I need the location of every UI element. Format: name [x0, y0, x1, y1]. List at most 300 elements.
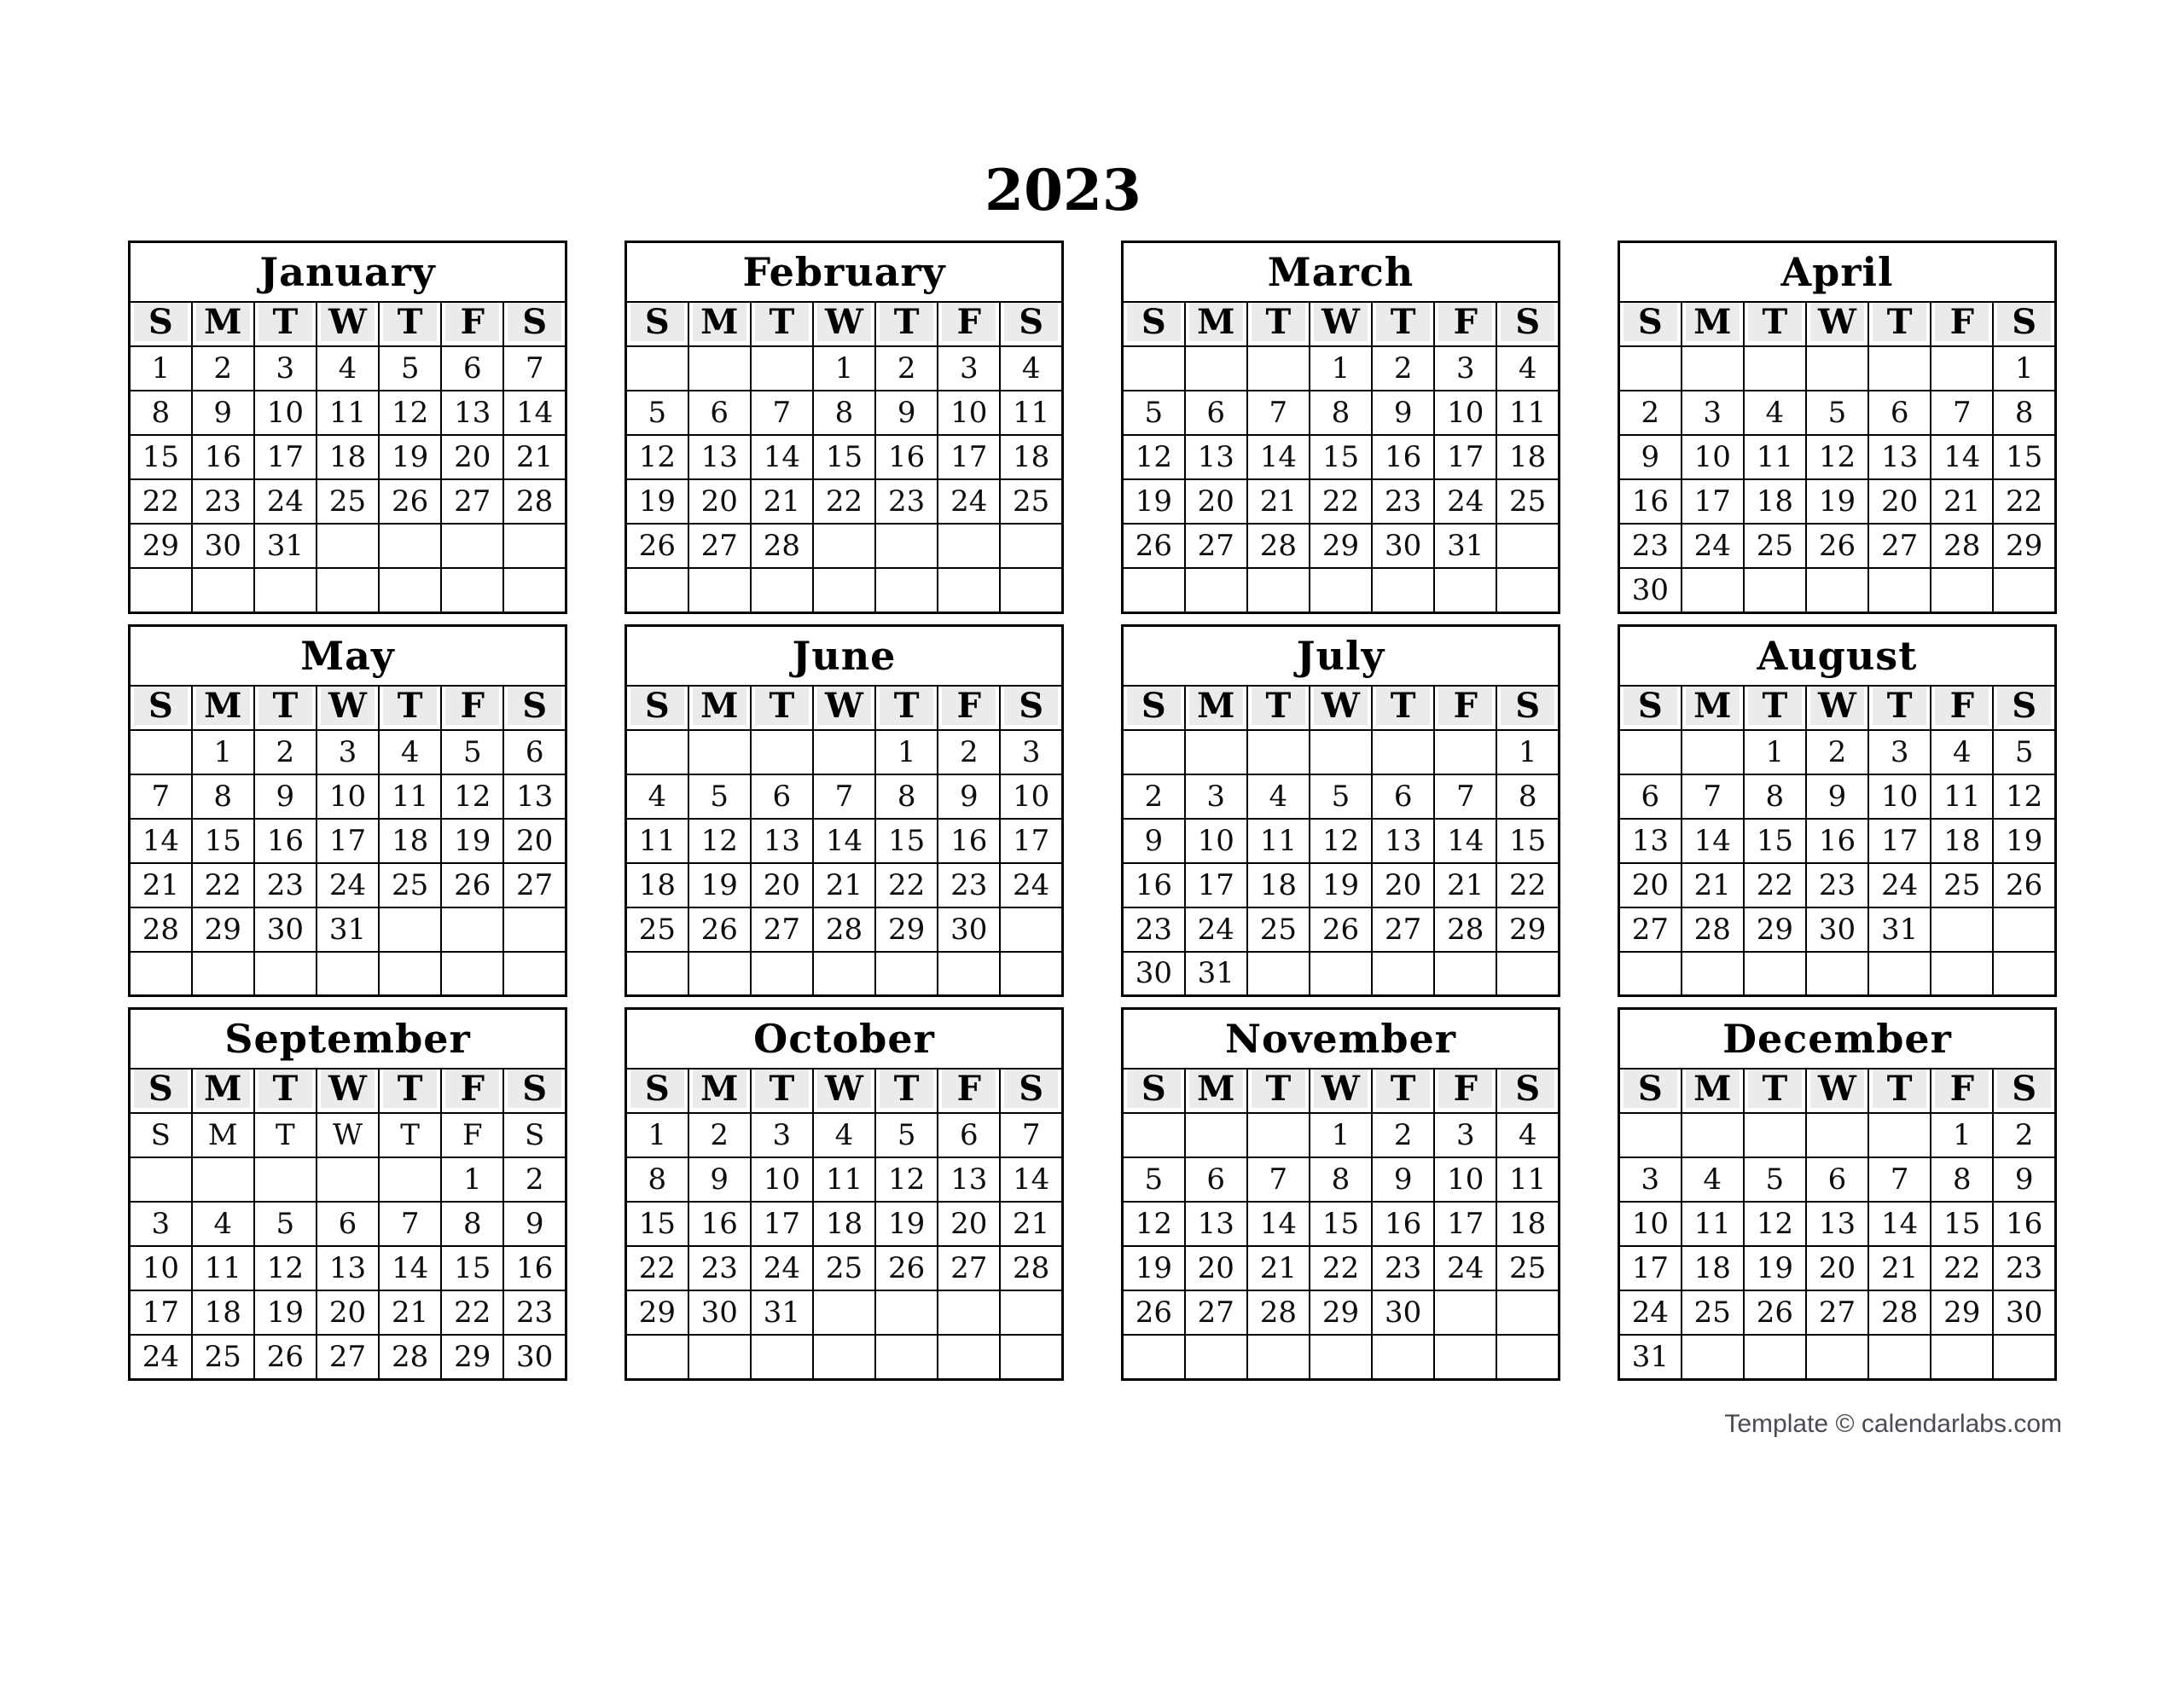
- day-cell-january-15: 15: [130, 435, 192, 479]
- day-cell-april-12: 12: [1806, 435, 1868, 479]
- week-row: [1619, 568, 2056, 612]
- day-cell-july-4: 4: [1247, 774, 1310, 819]
- empty-day-cell: [875, 1290, 938, 1335]
- weekday-label: M: [693, 687, 746, 725]
- weekday-header-cell: [441, 1069, 503, 1113]
- empty-day-cell: [1744, 1113, 1806, 1157]
- day-cell-july-22: 22: [1496, 863, 1559, 907]
- day-cell-june-23: 23: [938, 863, 1000, 907]
- day-cell-february-10: 10: [938, 391, 1000, 435]
- weekday-header-cell: [1434, 686, 1496, 730]
- day-cell-may-23: 23: [254, 863, 317, 907]
- day-cell-june-21: 21: [813, 863, 875, 907]
- day-cell-october-7: 7: [1000, 1113, 1062, 1157]
- day-cell-july-31: 31: [1185, 952, 1247, 996]
- day-cell-april-20: 20: [1868, 479, 1931, 524]
- day-cell-december-18: 18: [1682, 1246, 1744, 1290]
- day-cell-september-23: 23: [503, 1290, 566, 1335]
- day-cell-january-1: 1: [130, 346, 192, 391]
- empty-day-cell: [1682, 568, 1744, 612]
- day-cell-may-15: 15: [192, 819, 254, 863]
- week-row: [1123, 774, 1560, 819]
- weekday-label: M: [1686, 303, 1740, 341]
- empty-day-cell: [130, 1157, 192, 1202]
- weekday-label: T: [755, 687, 809, 725]
- weekday-label: M: [1189, 303, 1243, 341]
- day-cell-july-20: 20: [1372, 863, 1434, 907]
- empty-day-cell: [1806, 952, 1868, 996]
- day-cell-december-17: 17: [1619, 1246, 1682, 1290]
- weekday-header-cell: [1247, 1069, 1310, 1113]
- empty-day-cell: [1868, 568, 1931, 612]
- day-cell-march-22: 22: [1310, 479, 1372, 524]
- day-cell-september-28: 28: [379, 1335, 441, 1379]
- weekday-label: T: [880, 1070, 933, 1108]
- month-title-row: [130, 625, 566, 686]
- day-cell-june-25: 25: [626, 907, 688, 952]
- day-cell-july-19: 19: [1310, 863, 1372, 907]
- day-cell-december-1: 1: [1931, 1113, 1993, 1157]
- day-cell-november-19: 19: [1123, 1246, 1185, 1290]
- empty-day-cell: [1247, 952, 1310, 996]
- day-cell-october-9: 9: [688, 1157, 751, 1202]
- weekday-label: S: [1501, 303, 1554, 341]
- weekday-echo-cell: T: [254, 1113, 317, 1157]
- empty-day-cell: [626, 568, 688, 612]
- week-row: [130, 819, 566, 863]
- weekday-label: T: [1252, 303, 1305, 341]
- empty-day-cell: [875, 952, 938, 996]
- day-cell-september-12: 12: [254, 1246, 317, 1290]
- day-cell-september-8: 8: [441, 1202, 503, 1246]
- day-cell-september-20: 20: [317, 1290, 379, 1335]
- day-cell-february-14: 14: [751, 435, 813, 479]
- day-cell-october-10: 10: [751, 1157, 813, 1202]
- day-cell-july-14: 14: [1434, 819, 1496, 863]
- day-cell-july-10: 10: [1185, 819, 1247, 863]
- day-cell-may-11: 11: [379, 774, 441, 819]
- day-cell-february-28: 28: [751, 524, 813, 568]
- month-title-row: [1619, 1009, 2056, 1070]
- day-cell-april-23: 23: [1619, 524, 1682, 568]
- day-cell-july-3: 3: [1185, 774, 1247, 819]
- week-row: [130, 1202, 566, 1246]
- day-cell-january-23: 23: [192, 479, 254, 524]
- empty-day-cell: [813, 730, 875, 774]
- day-cell-march-25: 25: [1496, 479, 1559, 524]
- weekday-label: M: [1189, 1070, 1243, 1108]
- day-cell-april-26: 26: [1806, 524, 1868, 568]
- day-cell-august-10: 10: [1868, 774, 1931, 819]
- month-calendar-february: [624, 241, 1064, 614]
- day-cell-april-11: 11: [1744, 435, 1806, 479]
- day-cell-may-13: 13: [503, 774, 566, 819]
- empty-day-cell: [1993, 907, 2055, 952]
- weekday-header-cell: [813, 686, 875, 730]
- weekday-label: W: [321, 303, 375, 341]
- weekday-label: F: [445, 303, 499, 341]
- day-cell-december-10: 10: [1619, 1202, 1682, 1246]
- weekday-label: S: [134, 303, 188, 341]
- day-cell-june-2: 2: [938, 730, 1000, 774]
- empty-day-cell: [1247, 346, 1310, 391]
- day-cell-february-17: 17: [938, 435, 1000, 479]
- day-cell-january-13: 13: [441, 391, 503, 435]
- day-cell-may-7: 7: [130, 774, 192, 819]
- weekday-header-cell: [441, 302, 503, 346]
- weekday-label: F: [1935, 303, 1989, 341]
- day-cell-july-18: 18: [1247, 863, 1310, 907]
- day-cell-june-10: 10: [1000, 774, 1062, 819]
- day-cell-february-4: 4: [1000, 346, 1062, 391]
- day-cell-september-5: 5: [254, 1202, 317, 1246]
- empty-day-cell: [192, 1157, 254, 1202]
- day-cell-january-18: 18: [317, 435, 379, 479]
- empty-day-cell: [441, 524, 503, 568]
- month-title-march: March: [1123, 242, 1560, 303]
- day-cell-november-26: 26: [1123, 1290, 1185, 1335]
- day-cell-march-19: 19: [1123, 479, 1185, 524]
- week-row: [1123, 568, 1560, 612]
- day-cell-april-18: 18: [1744, 479, 1806, 524]
- week-row: [626, 1113, 1063, 1157]
- empty-day-cell: [1434, 730, 1496, 774]
- empty-day-cell: [1496, 952, 1559, 996]
- day-cell-january-16: 16: [192, 435, 254, 479]
- day-cell-september-16: 16: [503, 1246, 566, 1290]
- empty-day-cell: [1372, 730, 1434, 774]
- weekday-header-cell: [1372, 1069, 1434, 1113]
- empty-day-cell: [1868, 952, 1931, 996]
- week-row: [626, 1335, 1063, 1379]
- day-cell-october-29: 29: [626, 1290, 688, 1335]
- day-cell-september-2: 2: [503, 1157, 566, 1202]
- empty-day-cell: [1123, 730, 1185, 774]
- weekday-header-cell: [192, 302, 254, 346]
- weekday-header-cell: [441, 686, 503, 730]
- day-cell-june-8: 8: [875, 774, 938, 819]
- week-row: [130, 1157, 566, 1202]
- weekday-header-cell: [1806, 1069, 1868, 1113]
- weekday-header-cell: [1682, 1069, 1744, 1113]
- weekday-header-cell: [751, 686, 813, 730]
- weekday-header-row: [130, 686, 566, 730]
- day-cell-january-12: 12: [379, 391, 441, 435]
- day-cell-august-8: 8: [1744, 774, 1806, 819]
- month-title-may: May: [130, 625, 566, 686]
- day-cell-march-26: 26: [1123, 524, 1185, 568]
- day-cell-april-19: 19: [1806, 479, 1868, 524]
- day-cell-january-8: 8: [130, 391, 192, 435]
- month-title-row: [1619, 242, 2056, 303]
- day-cell-february-2: 2: [875, 346, 938, 391]
- month-title-row: [626, 1009, 1063, 1070]
- week-row: [1619, 346, 2056, 391]
- week-row: [130, 568, 566, 612]
- day-cell-october-28: 28: [1000, 1246, 1062, 1290]
- weekday-echo-cell: S: [503, 1113, 566, 1157]
- day-cell-july-23: 23: [1123, 907, 1185, 952]
- day-cell-january-11: 11: [317, 391, 379, 435]
- weekday-label: S: [134, 1070, 188, 1108]
- empty-day-cell: [875, 568, 938, 612]
- weekday-header-cell: [626, 686, 688, 730]
- week-row: [130, 952, 566, 996]
- week-row: [626, 819, 1063, 863]
- day-cell-march-24: 24: [1434, 479, 1496, 524]
- day-cell-march-31: 31: [1434, 524, 1496, 568]
- day-cell-may-5: 5: [441, 730, 503, 774]
- weekday-label: S: [134, 687, 188, 725]
- weekday-header-row: [1619, 302, 2056, 346]
- day-cell-june-17: 17: [1000, 819, 1062, 863]
- empty-day-cell: [1496, 1335, 1559, 1379]
- day-cell-january-7: 7: [503, 346, 566, 391]
- day-cell-december-3: 3: [1619, 1157, 1682, 1202]
- week-row: [1619, 1113, 2056, 1157]
- weekday-header-cell: [1993, 302, 2055, 346]
- day-cell-august-28: 28: [1682, 907, 1744, 952]
- day-cell-august-24: 24: [1868, 863, 1931, 907]
- months-grid: [128, 241, 2184, 1381]
- day-cell-july-21: 21: [1434, 863, 1496, 907]
- empty-day-cell: [938, 568, 1000, 612]
- empty-day-cell: [688, 952, 751, 996]
- empty-day-cell: [1931, 907, 1993, 952]
- day-cell-august-21: 21: [1682, 863, 1744, 907]
- weekday-label: S: [1127, 1070, 1181, 1108]
- empty-day-cell: [1185, 568, 1247, 612]
- week-row: [626, 1157, 1063, 1202]
- weekday-header-cell: [1744, 1069, 1806, 1113]
- month-title-row: [626, 242, 1063, 303]
- week-row: [1619, 435, 2056, 479]
- week-row: [1619, 1290, 2056, 1335]
- day-cell-august-1: 1: [1744, 730, 1806, 774]
- day-cell-march-14: 14: [1247, 435, 1310, 479]
- day-cell-september-24: 24: [130, 1335, 192, 1379]
- weekday-header-cell: [1868, 686, 1931, 730]
- day-cell-december-23: 23: [1993, 1246, 2055, 1290]
- weekday-header-cell: [875, 1069, 938, 1113]
- weekday-header-cell: [1372, 302, 1434, 346]
- weekday-label: M: [1686, 687, 1740, 725]
- day-cell-july-17: 17: [1185, 863, 1247, 907]
- empty-day-cell: [317, 568, 379, 612]
- weekday-header-cell: [1310, 1069, 1372, 1113]
- weekday-header-cell: [1868, 302, 1931, 346]
- weekday-label: T: [1748, 1070, 1802, 1108]
- weekday-label: M: [693, 303, 746, 341]
- weekday-label: M: [1686, 1070, 1740, 1108]
- weekday-header-row: [626, 1069, 1063, 1113]
- day-cell-august-6: 6: [1619, 774, 1682, 819]
- week-row: [1619, 774, 2056, 819]
- day-cell-november-4: 4: [1496, 1113, 1559, 1157]
- day-cell-december-31: 31: [1619, 1335, 1682, 1379]
- weekday-label: F: [1935, 1070, 1989, 1108]
- empty-day-cell: [751, 952, 813, 996]
- day-cell-july-7: 7: [1434, 774, 1496, 819]
- week-row: [626, 1246, 1063, 1290]
- day-cell-july-2: 2: [1123, 774, 1185, 819]
- weekday-label: T: [258, 1070, 312, 1108]
- day-cell-august-25: 25: [1931, 863, 1993, 907]
- weekday-label: S: [1501, 687, 1554, 725]
- day-cell-december-19: 19: [1744, 1246, 1806, 1290]
- day-cell-december-16: 16: [1993, 1202, 2055, 1246]
- weekday-header-cell: [130, 1069, 192, 1113]
- week-row: [1619, 863, 2056, 907]
- month-title-row: [130, 1009, 566, 1070]
- week-row: [1123, 730, 1560, 774]
- day-cell-october-15: 15: [626, 1202, 688, 1246]
- day-cell-june-11: 11: [626, 819, 688, 863]
- weekday-header-cell: [1993, 1069, 2055, 1113]
- week-row: [626, 568, 1063, 612]
- day-cell-december-6: 6: [1806, 1157, 1868, 1202]
- empty-day-cell: [254, 952, 317, 996]
- day-cell-august-22: 22: [1744, 863, 1806, 907]
- day-cell-september-3: 3: [130, 1202, 192, 1246]
- day-cell-april-28: 28: [1931, 524, 1993, 568]
- day-cell-june-6: 6: [751, 774, 813, 819]
- day-cell-december-15: 15: [1931, 1202, 1993, 1246]
- day-cell-june-26: 26: [688, 907, 751, 952]
- weekday-label: S: [1004, 1070, 1058, 1108]
- weekday-echo-cell: M: [192, 1113, 254, 1157]
- empty-day-cell: [938, 1290, 1000, 1335]
- week-row: [130, 524, 566, 568]
- day-cell-september-1: 1: [441, 1157, 503, 1202]
- empty-day-cell: [626, 952, 688, 996]
- empty-day-cell: [1744, 346, 1806, 391]
- empty-day-cell: [751, 1335, 813, 1379]
- day-cell-june-5: 5: [688, 774, 751, 819]
- day-cell-may-8: 8: [192, 774, 254, 819]
- day-cell-february-22: 22: [813, 479, 875, 524]
- empty-day-cell: [503, 907, 566, 952]
- day-cell-june-7: 7: [813, 774, 875, 819]
- empty-day-cell: [441, 568, 503, 612]
- empty-day-cell: [254, 1157, 317, 1202]
- empty-day-cell: [441, 952, 503, 996]
- day-cell-november-16: 16: [1372, 1202, 1434, 1246]
- weekday-header-row: [130, 302, 566, 346]
- day-cell-march-5: 5: [1123, 391, 1185, 435]
- day-cell-november-30: 30: [1372, 1290, 1434, 1335]
- empty-day-cell: [1247, 1335, 1310, 1379]
- weekday-label: S: [1004, 687, 1058, 725]
- day-cell-october-17: 17: [751, 1202, 813, 1246]
- empty-day-cell: [130, 952, 192, 996]
- day-cell-july-24: 24: [1185, 907, 1247, 952]
- empty-day-cell: [875, 524, 938, 568]
- day-cell-september-29: 29: [441, 1335, 503, 1379]
- month-calendar-june: [624, 624, 1064, 998]
- day-cell-january-31: 31: [254, 524, 317, 568]
- weekday-label: T: [1376, 1070, 1430, 1108]
- day-cell-march-15: 15: [1310, 435, 1372, 479]
- weekday-label: F: [1438, 303, 1492, 341]
- day-cell-august-11: 11: [1931, 774, 1993, 819]
- empty-day-cell: [1619, 346, 1682, 391]
- day-cell-june-15: 15: [875, 819, 938, 863]
- weekday-header-cell: [379, 686, 441, 730]
- empty-day-cell: [317, 524, 379, 568]
- weekday-label: T: [755, 303, 809, 341]
- day-cell-october-1: 1: [626, 1113, 688, 1157]
- week-row: [130, 730, 566, 774]
- empty-day-cell: [1000, 907, 1062, 952]
- weekday-label: S: [1623, 1070, 1677, 1108]
- empty-day-cell: [1310, 1335, 1372, 1379]
- day-cell-october-8: 8: [626, 1157, 688, 1202]
- day-cell-october-3: 3: [751, 1113, 813, 1157]
- day-cell-december-2: 2: [1993, 1113, 2055, 1157]
- empty-day-cell: [441, 907, 503, 952]
- weekday-header-cell: [938, 1069, 1000, 1113]
- month-title-april: April: [1619, 242, 2056, 303]
- month-calendar-january: [128, 241, 567, 614]
- week-row: [130, 907, 566, 952]
- day-cell-july-13: 13: [1372, 819, 1434, 863]
- day-cell-august-17: 17: [1868, 819, 1931, 863]
- empty-day-cell: [1744, 952, 1806, 996]
- weekday-label: W: [1314, 687, 1368, 725]
- weekday-header-cell: [503, 302, 566, 346]
- day-cell-january-4: 4: [317, 346, 379, 391]
- day-cell-november-22: 22: [1310, 1246, 1372, 1290]
- empty-day-cell: [379, 524, 441, 568]
- empty-day-cell: [1434, 1290, 1496, 1335]
- day-cell-april-21: 21: [1931, 479, 1993, 524]
- empty-day-cell: [1868, 1113, 1931, 1157]
- weekday-header-cell: [1372, 686, 1434, 730]
- empty-day-cell: [1806, 346, 1868, 391]
- day-cell-september-25: 25: [192, 1335, 254, 1379]
- weekday-header-cell: [254, 302, 317, 346]
- weekday-header-cell: [379, 302, 441, 346]
- day-cell-december-26: 26: [1744, 1290, 1806, 1335]
- empty-day-cell: [1744, 568, 1806, 612]
- day-cell-january-24: 24: [254, 479, 317, 524]
- day-cell-august-18: 18: [1931, 819, 1993, 863]
- empty-day-cell: [1123, 1113, 1185, 1157]
- month-title-row: [1619, 625, 2056, 686]
- day-cell-october-12: 12: [875, 1157, 938, 1202]
- day-cell-july-29: 29: [1496, 907, 1559, 952]
- day-cell-february-13: 13: [688, 435, 751, 479]
- weekday-label: W: [1810, 1070, 1864, 1108]
- day-cell-november-25: 25: [1496, 1246, 1559, 1290]
- day-cell-march-3: 3: [1434, 346, 1496, 391]
- month-title-january: January: [130, 242, 566, 303]
- day-cell-march-12: 12: [1123, 435, 1185, 479]
- weekday-header-row: [130, 1069, 566, 1113]
- empty-day-cell: [1000, 1290, 1062, 1335]
- day-cell-february-9: 9: [875, 391, 938, 435]
- day-cell-september-4: 4: [192, 1202, 254, 1246]
- weekday-label: W: [1314, 1070, 1368, 1108]
- day-cell-january-3: 3: [254, 346, 317, 391]
- day-cell-march-13: 13: [1185, 435, 1247, 479]
- day-cell-august-2: 2: [1806, 730, 1868, 774]
- weekday-label: M: [196, 1070, 250, 1108]
- weekday-header-cell: [503, 686, 566, 730]
- weekday-label: T: [755, 1070, 809, 1108]
- weekday-echo-cell: W: [317, 1113, 379, 1157]
